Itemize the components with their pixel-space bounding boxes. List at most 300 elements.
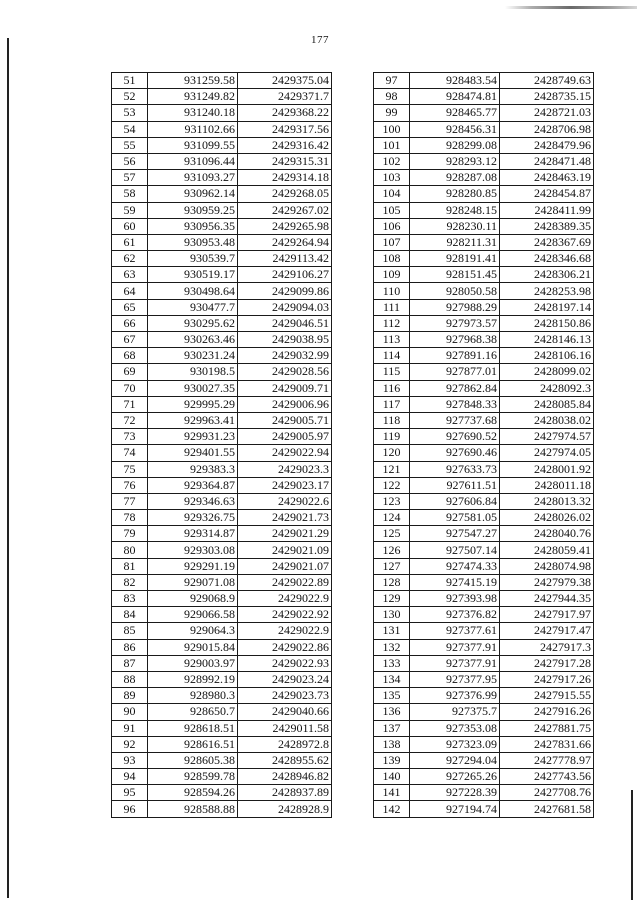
y-coordinate-cell: 2429314.18	[238, 170, 332, 186]
x-coordinate-cell: 929066.58	[148, 607, 238, 623]
y-coordinate-cell: 2427681.58	[500, 801, 594, 817]
point-number-cell: 52	[112, 89, 148, 105]
x-coordinate-cell: 927988.29	[410, 299, 500, 315]
y-coordinate-cell: 2428463.19	[500, 170, 594, 186]
x-coordinate-cell: 928151.45	[410, 267, 500, 283]
x-coordinate-cell: 930498.64	[148, 283, 238, 299]
coordinates-table-left	[111, 72, 332, 818]
y-coordinate-cell: 2428721.03	[500, 105, 594, 121]
scan-margin-line-left	[7, 38, 9, 898]
y-coordinate-cell: 2429022.93	[238, 655, 332, 671]
y-coordinate-cell: 2428040.76	[500, 526, 594, 542]
point-number-cell: 78	[112, 510, 148, 526]
table-row	[112, 591, 332, 607]
y-coordinate-cell: 2429011.58	[238, 720, 332, 736]
y-coordinate-cell: 2428411.99	[500, 202, 594, 218]
point-number-cell: 98	[374, 89, 410, 105]
x-coordinate-cell: 927415.19	[410, 574, 500, 590]
point-number-cell: 54	[112, 121, 148, 137]
point-number-cell: 108	[374, 251, 410, 267]
x-coordinate-cell: 927973.57	[410, 315, 500, 331]
y-coordinate-cell: 2429022.94	[238, 445, 332, 461]
x-coordinate-cell: 927294.04	[410, 752, 500, 768]
table-row	[112, 315, 332, 331]
table-row	[112, 671, 332, 687]
y-coordinate-cell: 2427917.26	[500, 671, 594, 687]
y-coordinate-cell: 2427778.97	[500, 752, 594, 768]
table-row	[374, 89, 594, 105]
y-coordinate-cell: 2428001.92	[500, 461, 594, 477]
point-number-cell: 53	[112, 105, 148, 121]
table-row	[374, 477, 594, 493]
table-row	[374, 801, 594, 817]
y-coordinate-cell: 2428735.15	[500, 89, 594, 105]
x-coordinate-cell: 931096.44	[148, 153, 238, 169]
point-number-cell: 66	[112, 315, 148, 331]
x-coordinate-cell: 928474.81	[410, 89, 500, 105]
y-coordinate-cell: 2428146.13	[500, 332, 594, 348]
y-coordinate-cell: 2429005.71	[238, 412, 332, 428]
point-number-cell: 139	[374, 752, 410, 768]
table-row	[112, 186, 332, 202]
point-number-cell: 138	[374, 736, 410, 752]
point-number-cell: 73	[112, 429, 148, 445]
x-coordinate-cell: 928050.58	[410, 283, 500, 299]
x-coordinate-cell: 929931.23	[148, 429, 238, 445]
y-coordinate-cell: 2429005.97	[238, 429, 332, 445]
table-row	[112, 477, 332, 493]
y-coordinate-cell: 2429038.95	[238, 332, 332, 348]
point-number-cell: 100	[374, 121, 410, 137]
point-number-cell: 62	[112, 251, 148, 267]
y-coordinate-cell: 2428074.98	[500, 558, 594, 574]
table-row	[374, 121, 594, 137]
point-number-cell: 89	[112, 688, 148, 704]
point-number-cell: 75	[112, 461, 148, 477]
table-row	[112, 752, 332, 768]
y-coordinate-cell: 2428749.63	[500, 73, 594, 89]
point-number-cell: 55	[112, 137, 148, 153]
table-row	[374, 542, 594, 558]
table-row	[374, 315, 594, 331]
y-coordinate-cell: 2428253.98	[500, 283, 594, 299]
point-number-cell: 76	[112, 477, 148, 493]
y-coordinate-cell: 2428026.02	[500, 510, 594, 526]
x-coordinate-cell: 928248.15	[410, 202, 500, 218]
x-coordinate-cell: 930231.24	[148, 348, 238, 364]
y-coordinate-cell: 2428479.96	[500, 137, 594, 153]
point-number-cell: 84	[112, 607, 148, 623]
point-number-cell: 107	[374, 234, 410, 250]
x-coordinate-cell: 927862.84	[410, 380, 500, 396]
table-row	[112, 558, 332, 574]
x-coordinate-cell: 928211.31	[410, 234, 500, 250]
y-coordinate-cell: 2429368.22	[238, 105, 332, 121]
x-coordinate-cell: 927376.99	[410, 688, 500, 704]
table-row	[374, 283, 594, 299]
x-coordinate-cell: 931249.82	[148, 89, 238, 105]
y-coordinate-cell: 2429022.86	[238, 639, 332, 655]
y-coordinate-cell: 2429022.6	[238, 493, 332, 509]
table-row	[112, 153, 332, 169]
y-coordinate-cell: 2429006.96	[238, 396, 332, 412]
y-coordinate-cell: 2427917.47	[500, 623, 594, 639]
y-coordinate-cell: 2427881.75	[500, 720, 594, 736]
y-coordinate-cell: 2429022.9	[238, 623, 332, 639]
table-row	[112, 720, 332, 736]
y-coordinate-cell: 2429009.71	[238, 380, 332, 396]
x-coordinate-cell: 927323.09	[410, 736, 500, 752]
table-row	[374, 493, 594, 509]
point-number-cell: 56	[112, 153, 148, 169]
x-coordinate-cell: 927968.38	[410, 332, 500, 348]
point-number-cell: 77	[112, 493, 148, 509]
y-coordinate-cell: 2428367.69	[500, 234, 594, 250]
table-row	[374, 752, 594, 768]
y-coordinate-cell: 2428099.02	[500, 364, 594, 380]
table-row	[374, 558, 594, 574]
y-coordinate-cell: 2428197.14	[500, 299, 594, 315]
x-coordinate-cell: 928618.51	[148, 720, 238, 736]
x-coordinate-cell: 928293.12	[410, 153, 500, 169]
y-coordinate-cell: 2428937.89	[238, 785, 332, 801]
y-coordinate-cell: 2428928.9	[238, 801, 332, 817]
point-number-cell: 79	[112, 526, 148, 542]
x-coordinate-cell: 930959.25	[148, 202, 238, 218]
x-coordinate-cell: 929963.41	[148, 412, 238, 428]
x-coordinate-cell: 928299.08	[410, 137, 500, 153]
table-row	[374, 234, 594, 250]
x-coordinate-cell: 927507.14	[410, 542, 500, 558]
y-coordinate-cell: 2427917.3	[500, 639, 594, 655]
point-number-cell: 67	[112, 332, 148, 348]
point-number-cell: 130	[374, 607, 410, 623]
x-coordinate-cell: 927690.52	[410, 429, 500, 445]
x-coordinate-cell: 929003.97	[148, 655, 238, 671]
point-number-cell: 137	[374, 720, 410, 736]
scan-artifact	[505, 6, 637, 9]
table-row	[112, 121, 332, 137]
y-coordinate-cell: 2429375.04	[238, 73, 332, 89]
table-row	[112, 89, 332, 105]
point-number-cell: 59	[112, 202, 148, 218]
table-row	[112, 785, 332, 801]
table-row	[374, 202, 594, 218]
point-number-cell: 68	[112, 348, 148, 364]
x-coordinate-cell: 928280.85	[410, 186, 500, 202]
table-row	[112, 429, 332, 445]
x-coordinate-cell: 930027.35	[148, 380, 238, 396]
y-coordinate-cell: 2428092.3	[500, 380, 594, 396]
point-number-cell: 57	[112, 170, 148, 186]
table-row	[112, 574, 332, 590]
point-number-cell: 116	[374, 380, 410, 396]
point-number-cell: 117	[374, 396, 410, 412]
x-coordinate-cell: 930962.14	[148, 186, 238, 202]
point-number-cell: 72	[112, 412, 148, 428]
x-coordinate-cell: 927848.33	[410, 396, 500, 412]
point-number-cell: 51	[112, 73, 148, 89]
x-coordinate-cell: 930198.5	[148, 364, 238, 380]
table-row	[112, 607, 332, 623]
y-coordinate-cell: 2427831.66	[500, 736, 594, 752]
point-number-cell: 85	[112, 623, 148, 639]
y-coordinate-cell: 2427944.35	[500, 591, 594, 607]
table-row	[374, 655, 594, 671]
table-row	[112, 283, 332, 299]
y-coordinate-cell: 2429099.86	[238, 283, 332, 299]
table-row	[112, 704, 332, 720]
coordinates-table-right	[373, 72, 594, 818]
table-row	[112, 623, 332, 639]
table-row	[112, 510, 332, 526]
y-coordinate-cell: 2429046.51	[238, 315, 332, 331]
x-coordinate-cell: 931093.27	[148, 170, 238, 186]
x-coordinate-cell: 928456.31	[410, 121, 500, 137]
point-number-cell: 128	[374, 574, 410, 590]
table-row	[374, 639, 594, 655]
table-row	[374, 445, 594, 461]
table-row	[374, 704, 594, 720]
x-coordinate-cell: 927877.01	[410, 364, 500, 380]
y-coordinate-cell: 2429021.09	[238, 542, 332, 558]
y-coordinate-cell: 2429268.05	[238, 186, 332, 202]
x-coordinate-cell: 927737.68	[410, 412, 500, 428]
table-row	[374, 720, 594, 736]
point-number-cell: 124	[374, 510, 410, 526]
point-number-cell: 110	[374, 283, 410, 299]
x-coordinate-cell: 930263.46	[148, 332, 238, 348]
x-coordinate-cell: 929068.9	[148, 591, 238, 607]
table-row	[374, 170, 594, 186]
table-row	[374, 461, 594, 477]
table-row	[112, 364, 332, 380]
point-number-cell: 131	[374, 623, 410, 639]
y-coordinate-cell: 2429022.9	[238, 591, 332, 607]
table-row	[374, 348, 594, 364]
point-number-cell: 80	[112, 542, 148, 558]
point-number-cell: 136	[374, 704, 410, 720]
table-row	[374, 153, 594, 169]
x-coordinate-cell: 928465.77	[410, 105, 500, 121]
x-coordinate-cell: 930295.62	[148, 315, 238, 331]
point-number-cell: 70	[112, 380, 148, 396]
table-row	[374, 380, 594, 396]
table-row	[374, 186, 594, 202]
point-number-cell: 86	[112, 639, 148, 655]
point-number-cell: 91	[112, 720, 148, 736]
point-number-cell: 69	[112, 364, 148, 380]
point-number-cell: 121	[374, 461, 410, 477]
table-row	[374, 591, 594, 607]
table-row	[112, 380, 332, 396]
point-number-cell: 111	[374, 299, 410, 315]
point-number-cell: 119	[374, 429, 410, 445]
point-number-cell: 109	[374, 267, 410, 283]
table-row	[112, 396, 332, 412]
point-number-cell: 140	[374, 769, 410, 785]
table-row	[112, 218, 332, 234]
y-coordinate-cell: 2427974.57	[500, 429, 594, 445]
y-coordinate-cell: 2427916.26	[500, 704, 594, 720]
table-row	[112, 137, 332, 153]
point-number-cell: 87	[112, 655, 148, 671]
x-coordinate-cell: 931259.58	[148, 73, 238, 89]
point-number-cell: 102	[374, 153, 410, 169]
point-number-cell: 82	[112, 574, 148, 590]
table-row	[374, 73, 594, 89]
x-coordinate-cell: 928230.11	[410, 218, 500, 234]
point-number-cell: 95	[112, 785, 148, 801]
table-row	[374, 623, 594, 639]
x-coordinate-cell: 930519.17	[148, 267, 238, 283]
y-coordinate-cell: 2429023.3	[238, 461, 332, 477]
point-number-cell: 125	[374, 526, 410, 542]
y-coordinate-cell: 2428946.82	[238, 769, 332, 785]
x-coordinate-cell: 929071.08	[148, 574, 238, 590]
x-coordinate-cell: 929995.29	[148, 396, 238, 412]
y-coordinate-cell: 2429315.31	[238, 153, 332, 169]
x-coordinate-cell: 927611.51	[410, 477, 500, 493]
table-row	[112, 445, 332, 461]
point-number-cell: 106	[374, 218, 410, 234]
table-row	[374, 574, 594, 590]
table-row	[374, 299, 594, 315]
x-coordinate-cell: 927393.98	[410, 591, 500, 607]
y-coordinate-cell: 2429113.42	[238, 251, 332, 267]
x-coordinate-cell: 927377.95	[410, 671, 500, 687]
x-coordinate-cell: 929015.84	[148, 639, 238, 655]
point-number-cell: 81	[112, 558, 148, 574]
table-row	[374, 396, 594, 412]
x-coordinate-cell: 929303.08	[148, 542, 238, 558]
point-number-cell: 118	[374, 412, 410, 428]
y-coordinate-cell: 2427917.28	[500, 655, 594, 671]
table-row	[374, 736, 594, 752]
point-number-cell: 133	[374, 655, 410, 671]
table-row	[374, 526, 594, 542]
y-coordinate-cell: 2428150.86	[500, 315, 594, 331]
x-coordinate-cell: 928616.51	[148, 736, 238, 752]
table-row	[112, 73, 332, 89]
x-coordinate-cell: 930953.48	[148, 234, 238, 250]
x-coordinate-cell: 927228.39	[410, 785, 500, 801]
point-number-cell: 60	[112, 218, 148, 234]
point-number-cell: 101	[374, 137, 410, 153]
y-coordinate-cell: 2429317.56	[238, 121, 332, 137]
x-coordinate-cell: 929291.19	[148, 558, 238, 574]
point-number-cell: 114	[374, 348, 410, 364]
point-number-cell: 103	[374, 170, 410, 186]
table-row	[112, 639, 332, 655]
y-coordinate-cell: 2428454.87	[500, 186, 594, 202]
y-coordinate-cell: 2427708.76	[500, 785, 594, 801]
table-row	[374, 510, 594, 526]
x-coordinate-cell: 927377.91	[410, 639, 500, 655]
point-number-cell: 74	[112, 445, 148, 461]
y-coordinate-cell: 2428389.35	[500, 218, 594, 234]
y-coordinate-cell: 2429022.92	[238, 607, 332, 623]
table-row	[374, 267, 594, 283]
point-number-cell: 58	[112, 186, 148, 202]
x-coordinate-cell: 929346.63	[148, 493, 238, 509]
point-number-cell: 129	[374, 591, 410, 607]
y-coordinate-cell: 2429267.02	[238, 202, 332, 218]
point-number-cell: 142	[374, 801, 410, 817]
table-row	[374, 769, 594, 785]
y-coordinate-cell: 2427974.05	[500, 445, 594, 461]
table-row	[112, 801, 332, 817]
x-coordinate-cell: 928599.78	[148, 769, 238, 785]
y-coordinate-cell: 2427917.97	[500, 607, 594, 623]
x-coordinate-cell: 927353.08	[410, 720, 500, 736]
y-coordinate-cell: 2429021.29	[238, 526, 332, 542]
table-row	[112, 412, 332, 428]
point-number-cell: 104	[374, 186, 410, 202]
y-coordinate-cell: 2429264.94	[238, 234, 332, 250]
y-coordinate-cell: 2428059.41	[500, 542, 594, 558]
y-coordinate-cell: 2429106.27	[238, 267, 332, 283]
table-row	[112, 348, 332, 364]
x-coordinate-cell: 928980.3	[148, 688, 238, 704]
table-row	[112, 202, 332, 218]
y-coordinate-cell: 2428306.21	[500, 267, 594, 283]
table-row	[112, 105, 332, 121]
y-coordinate-cell: 2429021.07	[238, 558, 332, 574]
y-coordinate-cell: 2428038.02	[500, 412, 594, 428]
x-coordinate-cell: 928588.88	[148, 801, 238, 817]
x-coordinate-cell: 928992.19	[148, 671, 238, 687]
x-coordinate-cell: 927194.74	[410, 801, 500, 817]
table-row	[112, 526, 332, 542]
point-number-cell: 96	[112, 801, 148, 817]
coordinates-table-left-body	[112, 73, 332, 818]
x-coordinate-cell: 928287.08	[410, 170, 500, 186]
x-coordinate-cell: 927633.73	[410, 461, 500, 477]
y-coordinate-cell: 2429023.73	[238, 688, 332, 704]
table-row	[374, 429, 594, 445]
table-row	[374, 607, 594, 623]
point-number-cell: 93	[112, 752, 148, 768]
point-number-cell: 141	[374, 785, 410, 801]
y-coordinate-cell: 2428346.68	[500, 251, 594, 267]
x-coordinate-cell: 930477.7	[148, 299, 238, 315]
y-coordinate-cell: 2427979.38	[500, 574, 594, 590]
point-number-cell: 132	[374, 639, 410, 655]
x-coordinate-cell: 927377.91	[410, 655, 500, 671]
x-coordinate-cell: 927375.7	[410, 704, 500, 720]
table-row	[374, 785, 594, 801]
point-number-cell: 112	[374, 315, 410, 331]
x-coordinate-cell: 927891.16	[410, 348, 500, 364]
point-number-cell: 127	[374, 558, 410, 574]
table-row	[374, 218, 594, 234]
table-row	[112, 299, 332, 315]
point-number-cell: 122	[374, 477, 410, 493]
point-number-cell: 113	[374, 332, 410, 348]
table-row	[112, 267, 332, 283]
coordinates-table-right-body	[374, 73, 594, 818]
y-coordinate-cell: 2428972.8	[238, 736, 332, 752]
y-coordinate-cell: 2428106.16	[500, 348, 594, 364]
point-number-cell: 61	[112, 234, 148, 250]
point-number-cell: 120	[374, 445, 410, 461]
y-coordinate-cell: 2429022.89	[238, 574, 332, 590]
scan-margin-line-right	[631, 790, 633, 900]
x-coordinate-cell: 927376.82	[410, 607, 500, 623]
point-number-cell: 99	[374, 105, 410, 121]
y-coordinate-cell: 2429316.42	[238, 137, 332, 153]
